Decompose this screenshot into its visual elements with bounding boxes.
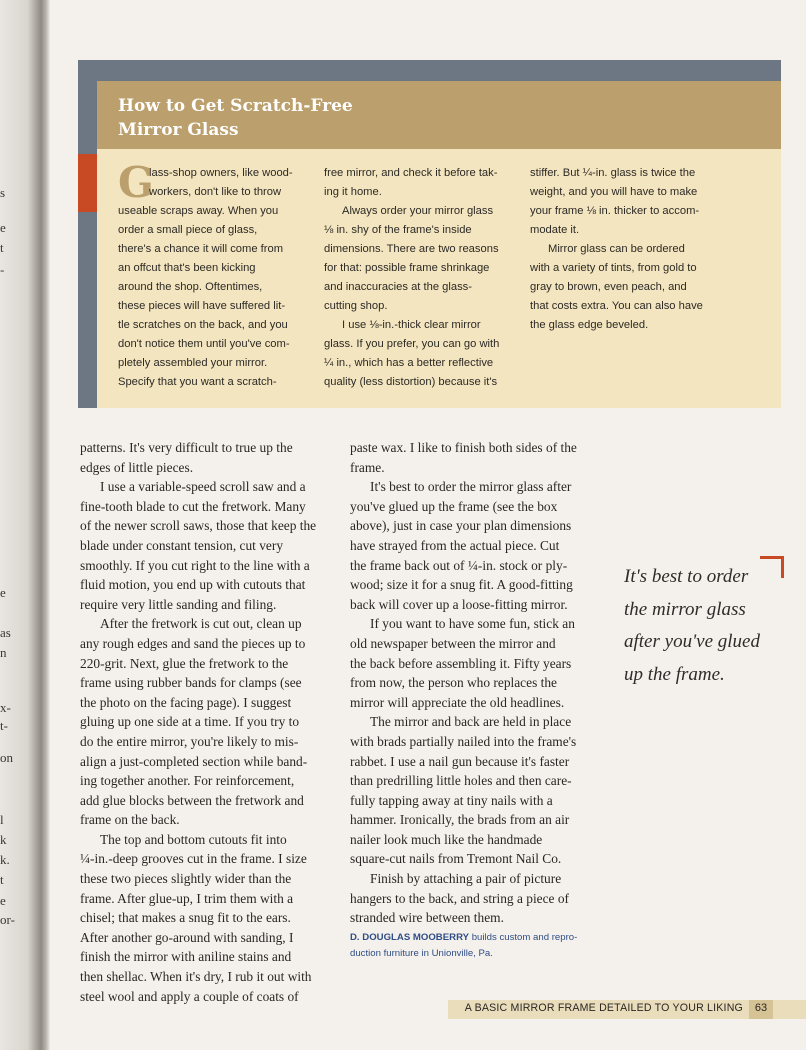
body-text-line: The mirror and back are held in place: [370, 714, 572, 730]
body-text-line: smoothly. If you cut right to the line with a: [80, 557, 310, 573]
byline-author-name: D. DOUGLAS MOOBERRY: [350, 932, 470, 943]
sidebar-text-line: these pieces will have suffered lit-: [118, 300, 286, 312]
sidebar-text-line: that costs extra. You can also have: [530, 300, 703, 312]
sidebar-text-line: modate it.: [530, 224, 580, 236]
sidebar-text-line: Always order your mirror glass: [342, 205, 494, 217]
sidebar-text-line: and inaccuracies at the glass-: [324, 281, 473, 293]
sidebar-text-line: your frame ⅛ in. thicker to accom-: [530, 205, 700, 217]
body-text-line: the photo on the facing page). I suggest: [80, 694, 292, 710]
sidebar-text-line: dimensions. There are two reasons: [324, 243, 499, 255]
sidebar-text-line: ing it home.: [324, 186, 382, 198]
facing-page-fragment: l: [0, 812, 4, 827]
body-text-line: The top and bottom cutouts fit into: [100, 831, 287, 847]
body-text-line: After another go-around with sanding, I: [80, 929, 294, 945]
sidebar-text-line: there's a chance it will come from: [118, 243, 284, 255]
body-column-1: [80, 438, 333, 1006]
body-text-line: the frame back out of ¼-in. stock or ply-: [350, 557, 568, 573]
sidebar-text-line: lass-shop owners, like wood-: [149, 167, 293, 179]
facing-page-fragment: s: [0, 185, 6, 200]
body-text-line: paste wax. I like to finish both sides of the: [350, 440, 577, 455]
body-text-line: frame using rubber bands for clamps (see: [80, 675, 302, 691]
body-text-line: any rough edges and sand the pieces up to: [80, 635, 306, 651]
facing-page-fragment: k.: [0, 852, 10, 867]
body-text-line: align a just-completed section while band-: [80, 753, 308, 769]
sidebar-dropcap: G: [118, 158, 154, 207]
body-text-line: ing together another. For reinforcement,: [80, 773, 295, 789]
body-text-line: fine-tooth blade to cut the fretwork. Many: [80, 498, 306, 514]
facing-page-fragment: t-: [0, 718, 8, 733]
sidebar-title: [118, 94, 448, 142]
sidebar-title-line-1: How to Get Scratch-Free: [118, 96, 353, 116]
facing-page-fragment: -: [0, 262, 5, 277]
body-text-line: stranded wire between them.: [350, 910, 504, 926]
facing-page-fragment: x-: [0, 700, 11, 715]
sidebar-text-line: gray to brown, even peach, and: [530, 281, 687, 293]
byline-text-1: builds custom and repro-: [469, 932, 578, 943]
body-text-line: patterns. It's very difficult to true up the: [80, 440, 293, 455]
sidebar-text-line: free mirror, and check it before tak-: [324, 167, 498, 179]
body-text-line: It's best to order the mirror glass after: [370, 479, 572, 495]
body-text-line: hammer. Ironically, the brads from an air: [350, 812, 570, 828]
sidebar-text-line: I use ⅛-in.-thick clear mirror: [342, 319, 481, 331]
body-text-line: than predrilling little holes and then care-: [350, 773, 572, 789]
body-text-line: the back before assembling it. Fifty years: [350, 655, 572, 671]
author-byline: [350, 930, 612, 962]
sidebar-accent-bar: [78, 154, 97, 212]
facing-page-fragment: on: [0, 750, 13, 765]
facing-page-fragment: e: [0, 585, 6, 600]
body-text-line: frame.: [350, 459, 385, 475]
body-text-line: old newspaper between the mirror and: [350, 635, 556, 651]
sidebar-title-line-2: Mirror Glass: [118, 120, 239, 140]
body-text-line: frame on the back.: [80, 812, 180, 828]
sidebar-column-2: [324, 164, 516, 392]
page-spine-gutter: [0, 0, 50, 1050]
pullquote-line: after you've glued: [624, 631, 760, 652]
body-text-line: frame. After glue-up, I trim them with a: [80, 890, 294, 906]
body-text-line: steel wool and apply a couple of coats of: [80, 988, 299, 1004]
body-text-line: back will cover up a loose-fitting mirror.: [350, 596, 568, 612]
body-text-line: square-cut nails from Tremont Nail Co.: [350, 851, 562, 867]
body-text-line: fluid motion, you end up with cutouts that: [80, 577, 306, 593]
facing-page-fragment: t: [0, 872, 4, 887]
body-text-line: nailer look much like the handmade: [350, 831, 543, 847]
body-text-line: require very little sanding and filing.: [80, 596, 277, 612]
sidebar-text-line: with a variety of tints, from gold to: [530, 262, 697, 274]
facing-page-fragment: e: [0, 893, 6, 908]
sidebar-text-line: around the shop. Oftentimes,: [118, 281, 263, 293]
body-text-line: wood; size it for a snug fit. A good-fitting: [350, 577, 573, 593]
sidebar-text-line: useable scraps away. When you: [118, 205, 279, 217]
sidebar-text-line: the glass edge beveled.: [530, 319, 649, 331]
body-text-line: 220-grit. Next, glue the fretwork to the: [80, 655, 289, 671]
body-text-line: Finish by attaching a pair of picture: [370, 871, 562, 887]
body-text-line: I use a variable-speed scroll saw and a: [100, 479, 306, 495]
byline-text-2: duction furniture in Unionville, Pa.: [350, 948, 493, 959]
sidebar-column-1: [118, 158, 313, 392]
sidebar-text-line: pletely assembled your mirror.: [118, 357, 268, 369]
sidebar-text-line: ¼ in., which has a better reflective: [324, 357, 494, 369]
body-text-line: chisel; that makes a snug fit to the ears.: [80, 910, 291, 926]
sidebar-text-line: workers, don't like to throw: [149, 186, 282, 198]
body-text-line: of the newer scroll saws, those that keep the: [80, 518, 317, 534]
body-text-line: gluing up one side at a time. If you try to: [80, 714, 300, 730]
body-text-line: above), just in case your plan dimensions: [350, 518, 572, 534]
sidebar-text-line: for that: possible frame shrinkage: [324, 262, 490, 274]
body-text-line: edges of little pieces.: [80, 459, 194, 475]
sidebar-text-line: don't notice them until you've com-: [118, 338, 290, 350]
sidebar-text-line: glass. If you prefer, you can go with: [324, 338, 500, 350]
body-text-line: do the entire mirror, you're likely to mis-: [80, 733, 299, 749]
body-column-2: [350, 438, 598, 928]
body-text-line: mirror will appreciate the old headlines.: [350, 694, 565, 710]
running-footer-title: A BASIC MIRROR FRAME DETAILED TO YOUR LIKING: [464, 1002, 743, 1014]
body-text-line: ¼-in.-deep grooves cut in the frame. I size: [80, 851, 307, 867]
sidebar-text-line: Mirror glass can be ordered: [548, 243, 685, 255]
body-text-line: hangers to the back, and string a piece of: [350, 890, 570, 906]
body-text-line: then shellac. When it's dry, I rub it out with: [80, 969, 312, 985]
sidebar-text-line: stiffer. But ¼-in. glass is twice the: [530, 167, 696, 179]
page-number: 63: [754, 1002, 768, 1014]
sidebar-text-line: weight, and you will have to make: [530, 186, 698, 198]
body-text-line: finish the mirror with aniline stains and: [80, 949, 292, 965]
facing-page-fragment: e: [0, 220, 6, 235]
pull-quote: [624, 561, 784, 691]
pullquote-line: the mirror glass: [624, 598, 746, 620]
sidebar-text-line: quality (less distortion) because it's: [324, 376, 498, 388]
sidebar-text-line: ⅛ in. shy of the frame's inside: [324, 224, 472, 236]
sidebar-text-line: an offcut that's been kicking: [118, 262, 256, 274]
facing-page-fragment: k: [0, 832, 7, 847]
facing-page-fragment: t: [0, 240, 4, 255]
body-text-line: have strayed from the actual piece. Cut: [350, 537, 560, 553]
pullquote-line: up the frame.: [624, 663, 725, 685]
sidebar-text-line: tle scratches on the back, and you: [118, 319, 288, 331]
body-text-line: from now, the person who replaces the: [350, 675, 557, 691]
sidebar-text-line: order a small piece of glass,: [118, 224, 258, 236]
body-text-line: with brads partially nailed into the frame's: [350, 733, 577, 749]
body-text-line: you've glued up the frame (see the box: [350, 498, 558, 514]
body-text-line: After the fretwork is cut out, clean up: [100, 616, 302, 632]
pullquote-line: It's best to order: [624, 566, 749, 587]
body-text-line: blade under constant tension, cut very: [80, 537, 284, 553]
body-text-line: If you want to have some fun, stick an: [370, 616, 575, 632]
facing-page-fragment: n: [0, 645, 7, 660]
body-text-line: add glue blocks between the fretwork and: [80, 792, 304, 808]
body-text-line: these two pieces slightly wider than the: [80, 871, 292, 887]
facing-page-fragment: as: [0, 625, 11, 640]
sidebar-text-line: cutting shop.: [324, 300, 388, 312]
sidebar-column-3: [530, 164, 728, 335]
facing-page-fragment: or-: [0, 912, 15, 927]
body-text-line: rabbet. I use a nail gun because it's faster: [350, 753, 570, 769]
sidebar-text-line: Specify that you want a scratch-: [118, 376, 277, 388]
body-text-line: fully tapping away at tiny nails with a: [350, 792, 553, 808]
